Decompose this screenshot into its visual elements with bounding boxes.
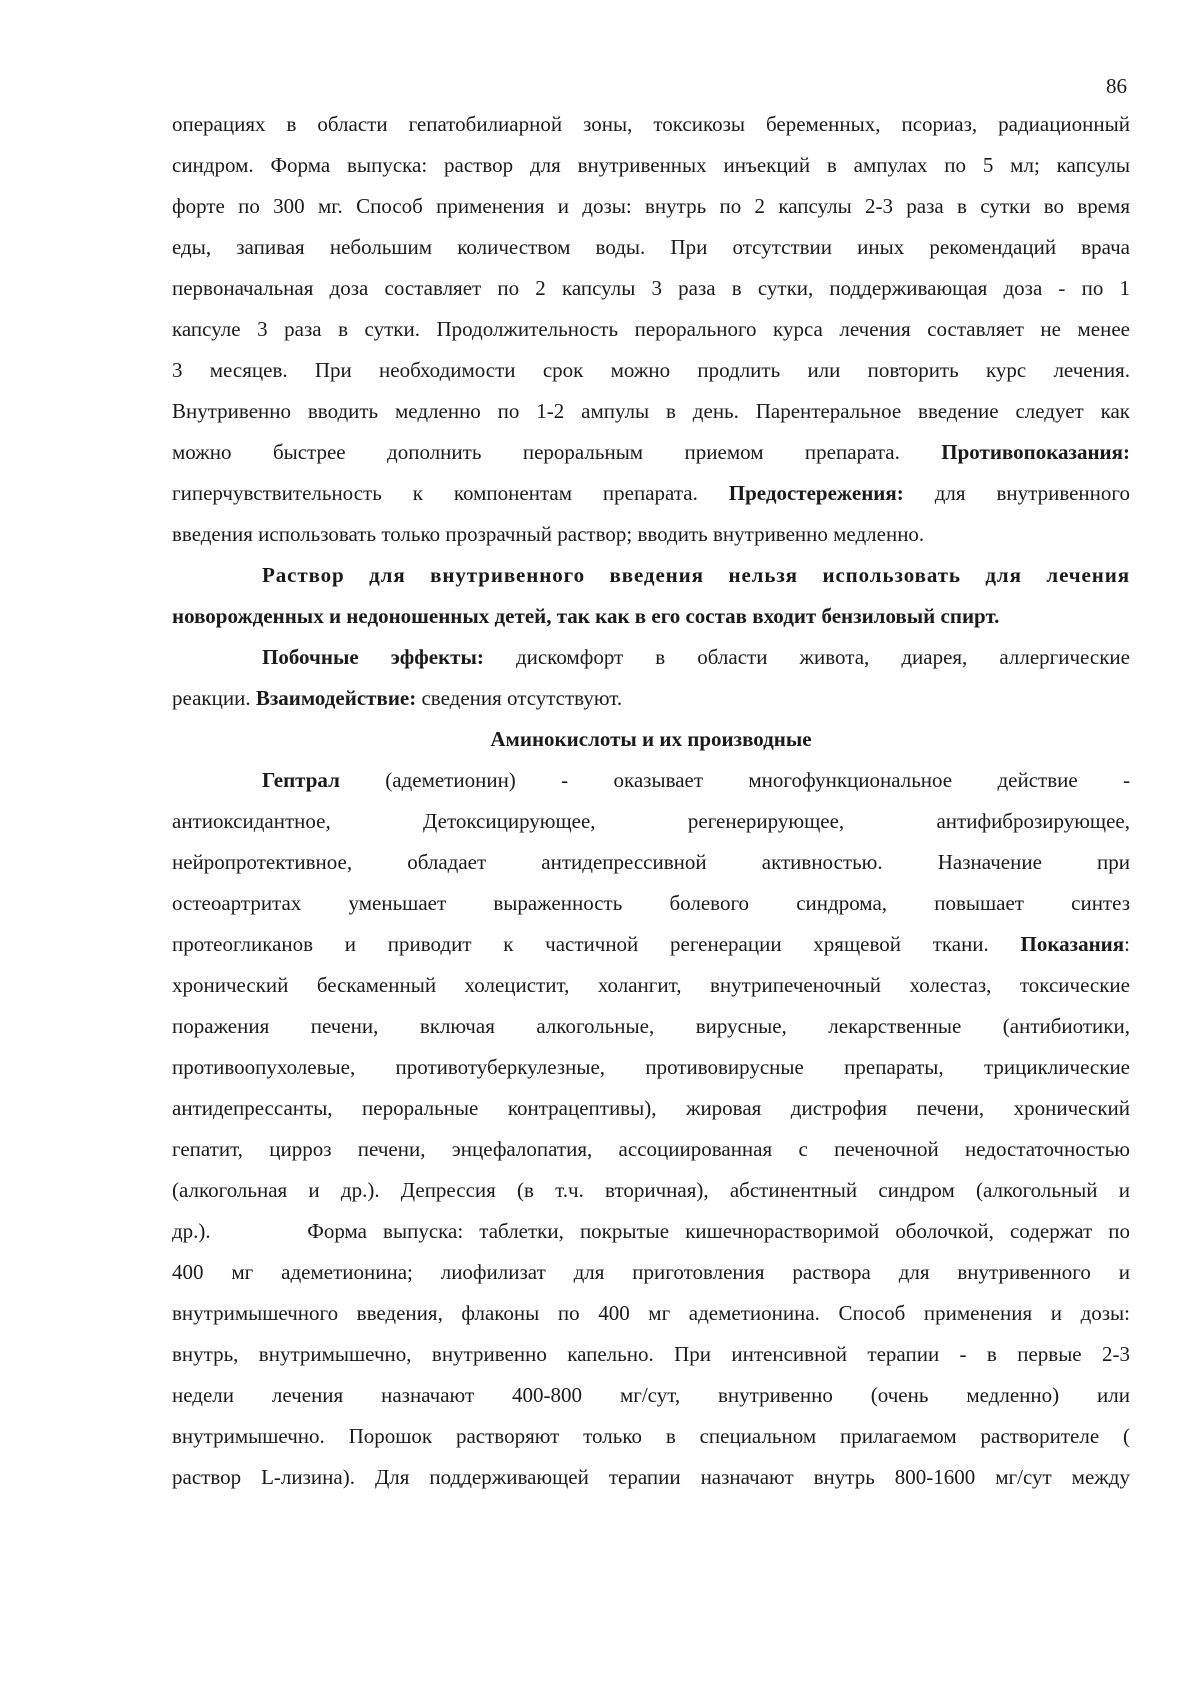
text-line: хронический бескаменный холецистит, холангит, внутрипеченочный холестаз, токсические: [172, 973, 1130, 997]
text-line: поражения печени, включая алкогольные, вирусные, лекарственные (антибиотики,: [172, 1014, 1130, 1038]
warning-line: [172, 555, 1130, 596]
text-line: внутримышечного введения, флаконы по 400 мг адеметионина. Способ применения и дозы:: [172, 1301, 1130, 1325]
text-line: недели лечения назначают 400-800 мг/сут, внутривенно (очень медленно) или: [172, 1383, 1130, 1407]
text-line: синдром. Форма выпуска: раствор для внутривенных инъекций в ампулах по 5 мл; капсулы: [172, 153, 1130, 177]
text-line: гепатит, цирроз печени, энцефалопатия, ассоциированная с печеночной недостаточностью: [172, 1137, 1130, 1161]
text-line: [172, 760, 1130, 801]
precautions-heading: Предостережения:: [728, 481, 904, 505]
text-line: антидепрессанты, пероральные контрацептивы), жировая дистрофия печени, хронический: [172, 1096, 1130, 1120]
indications-heading: Показания: [1020, 932, 1125, 956]
interaction-heading: Взаимодействие:: [255, 686, 417, 710]
text-line: [172, 678, 1130, 719]
text-line: антиоксидантное, Детоксицирующее, регенерирующее, антифиброзирующее,: [172, 809, 1130, 833]
text-line: операциях в области гепатобилиарной зоны, токсикозы беременных, псориаз, радиационный: [172, 112, 1130, 136]
text-run: можно быстрее дополнить пероральным приемом препарата.: [172, 440, 900, 464]
warning-line: [172, 596, 1130, 637]
text-run: дискомфорт в области живота, диарея, аллергические: [515, 645, 1130, 669]
text-run: гиперчувствительность к компонентам препарата.: [172, 481, 698, 505]
text-run: (адеметионин) - оказывает многофункциональное действие -: [385, 768, 1130, 792]
text-run: протеогликанов и приводит к частичной регенерации хрящевой ткани.: [172, 932, 989, 956]
text-line: еды, запивая небольшим количеством воды. При отсутствии иных рекомендаций врача: [172, 235, 1130, 259]
text-line: капсуле 3 раза в сутки. Продолжительность перорального курса лечения составляет не менее: [172, 317, 1130, 341]
text-run: сведения отсутствуют.: [421, 686, 623, 710]
contraindications-heading: Противопоказания:: [941, 440, 1130, 464]
text-line: [172, 924, 1130, 965]
drug-name: Гептрал: [262, 768, 340, 792]
text-line: внутрь, внутримышечно, внутривенно капельно. При интенсивной терапии - в первые 2-3: [172, 1342, 1130, 1366]
text-line: Внутривенно вводить медленно по 1-2 ампулы в день. Парентеральное введение следует как: [172, 399, 1130, 423]
text-run: :: [1124, 932, 1130, 956]
text-line: форте по 300 мг. Способ применения и дозы: внутрь по 2 капсулы 2-3 раза в сутки во время: [172, 194, 1130, 218]
text-line: нейропротективное, обладает антидепрессивной активностью. Назначение при: [172, 850, 1130, 874]
text-line: раствор L-лизина). Для поддерживающей терапии назначают внутрь 800-1600 мг/сут между: [172, 1465, 1130, 1489]
text-line: 3 месяцев. При необходимости срок можно продлить или повторить курс лечения.: [172, 358, 1130, 382]
text-line: [172, 432, 1130, 473]
text-line: противоопухолевые, противотуберкулезные, противовирусные препараты, трициклические: [172, 1055, 1130, 1079]
text-run: реакции.: [172, 686, 251, 710]
section-heading: Аминокислоты и их производные: [490, 727, 812, 751]
text-line: (алкогольная и др.). Депрессия (в т.ч. вторичная), абстинентный синдром (алкогольный и: [172, 1178, 1130, 1202]
text-line: введения использовать только прозрачный раствор; вводить внутривенно медленно.: [172, 522, 925, 546]
page-number: 86: [1106, 74, 1127, 98]
text-line: внутримышечно. Порошок растворяют только в специальном прилагаемом растворителе (: [172, 1424, 1130, 1448]
text-line: первоначальная доза составляет по 2 капсулы 3 раза в сутки, поддерживающая доза - по 1: [172, 276, 1130, 300]
side-effects-heading: Побочные эффекты:: [262, 645, 484, 669]
text-line: др.). Форма выпуска: таблетки, покрытые кишечнорастворимой оболочкой, содержат по: [172, 1219, 1130, 1243]
text-run: для внутривенного: [934, 481, 1130, 505]
body-text: [172, 104, 1130, 1498]
text-line: остеоартритах уменьшает выраженность болевого синдрома, повышает синтез: [172, 891, 1130, 915]
text-line: [172, 473, 1130, 514]
warning-text: новорожденных и недоношенных детей, так как в его состав входит бензиловый спирт.: [172, 604, 1000, 628]
text-line: 400 мг адеметионина; лиофилизат для приготовления раствора для внутривенного и: [172, 1260, 1130, 1284]
warning-text: Раствор для внутривенного введения нельзя использовать для лечения: [262, 563, 1130, 587]
text-line: [172, 637, 1130, 678]
